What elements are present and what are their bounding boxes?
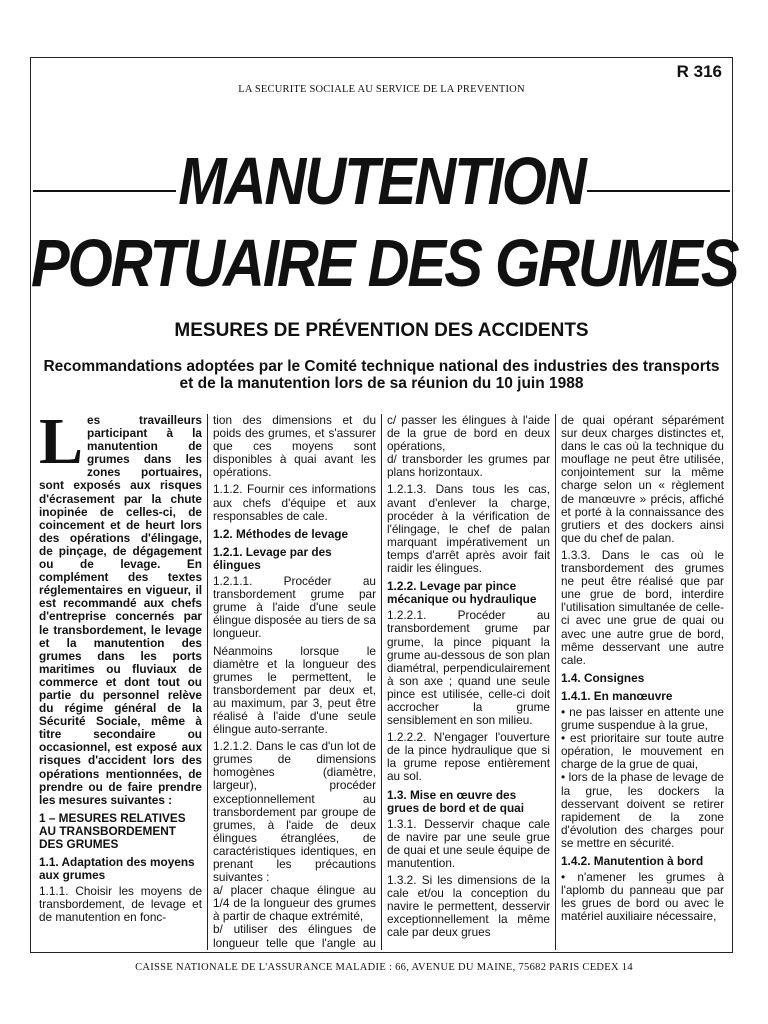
item-d: d/ transborder les grumes par plans horizontaux. [387, 452, 550, 480]
column-1 [34, 414, 207, 950]
recommendation: Recommandations adoptées par le Comité technique national des industries des transports et de la manutention lors de sa réunion du 10 juin 1988 [43, 358, 720, 392]
paragraph-continued-2: de quai opérant séparément sur deux charges distinctes et, dans le cas où la technique du mouflage ne peut être utilisée, conjointement sur la même charge selon un « règlement de manœuvre » précis, affiché et porté à la connaissance des grutiers et des dockers ainsi que du chef de palan. [561, 414, 724, 545]
document-frame [30, 57, 738, 953]
bullet-1: • ne pas laisser en attente une grume suspendue à la grue, [561, 704, 724, 733]
bullet-2: • est prioritaire sur toute autre opération, le mouvement en charge de la grue de quai, [561, 731, 724, 772]
paragraph-continued: tion des dimensions et du poids des grumes, et s'assurer que ces moyens sont disponibles à quai avant les opérations. [213, 414, 376, 480]
column-4 [555, 414, 729, 950]
paragraph-1-2-1-1: 1.2.1.1. Procéder au transbordement grume par grume à l'aide d'une seule élingue disposée au tiers de sa longueur. [213, 574, 376, 641]
paragraph-1-3-1: 1.3.1. Desservir chaque cale de navire par une seule grue de quai et une seule équipe de manutention. [387, 816, 550, 870]
section-1-2-1-heading: 1.2.1. Levage par des élingues [213, 544, 332, 572]
drop-cap: L [39, 414, 84, 478]
paragraph-1-1-2: 1.1.2. Fournir ces informations aux chefs d'équipe et aux responsables de cale. [213, 482, 376, 523]
column-2 [207, 414, 381, 950]
paragraph-1-1-1: 1.1.1. Choisir les moyens de transbordement, de levage et de manutention en fonc- [39, 884, 202, 925]
item-b: b/ utiliser des élingues de longueur telle que l'angle au [213, 922, 376, 950]
footer-address: CAISSE NATIONALE DE L'ASSURANCE MALADIE : 66, AVENUE DU MAINE, 75682 PARIS CEDEX 14 [135, 962, 633, 973]
section-1-4-2-heading: 1.4.2. Manutention à bord [561, 854, 704, 868]
section-1-2-2-heading: 1.2.2. Levage par pince mécanique ou hydraulique [387, 579, 537, 607]
paragraph-1-3-2: 1.3.2. Si les dimensions de la cale et/ou la conception du navire le permettent, desservir exceptionnellement la même cale par deux grues [387, 873, 550, 940]
column-3 [381, 414, 555, 950]
bullet-3: • lors de la phase de levage de la grue, les dockers la desservant doivent se retirer rapidement de la zone d'évolution des charges pour se mettre en sécurité. [561, 770, 724, 850]
kicker: LA SECURITE SOCIALE AU SERVICE DE LA PREVENTION [238, 84, 525, 95]
section-1-4-heading: 1.4. Consignes [561, 670, 645, 685]
item-c: c/ passer les élingues à l'aide de la grue de bord en deux opérations, [387, 414, 550, 454]
section-1-3-heading: 1.3. Mise en œuvre des grues de bord et de quai [387, 787, 524, 815]
paragraph-1-2-1-3: 1.2.1.3. Dans tous les cas, avant d'enlever la charge, procéder à la vérification de l'élingage, le chef de palan marquant impérativement un temps d'arrêt après avoir fait raidir les élingues. [387, 482, 550, 576]
bullet-4: • n'amener les grumes à l'aplomb du panneau que par les grues de bord ou avec le matériel auxiliaire nécessaire, [561, 870, 724, 924]
body-columns [34, 414, 729, 950]
document-reference: R 316 [676, 62, 722, 81]
paragraph-neanmoins: Néanmoins lorsque le diamètre et la longueur des grumes le permettent, le transbordement par deux et, au maximum, par 3, peut être réalisé à l'aide d'une seule élingue auto-serrante. [213, 643, 376, 737]
item-a: a/ placer chaque élingue au 1/4 de la longueur des grumes à partir de chaque extrémité, [213, 883, 376, 924]
lead-paragraph: es travailleurs participant à la manutention de grumes dans les zones portuaires, sont exposés aux risques d'écrasement par la chute inopinée de celles-ci, de coincement et de heurt lors des opérations d'élingage, de pinçage, de dégagement ou de levage. En complément des textes réglementaires en vigueur, il est recommandé aux chefs d'entreprise concernés par le transbordement, le levage et la manutention des grumes dans les ports maritimes ou fluviaux de commerce et dont tout ou partie du personnel relève du régime général de la Sécurité Sociale, même à titre secondaire ou occasionnel, est exposé aux risques d'accident lors des opérations mentionnées, de prendre ou de faire prendre les mesures suivantes : [39, 414, 202, 807]
section-1-2-heading: 1.2. Méthodes de levage [213, 526, 349, 541]
title-line-2: PORTUAIRE DES GRUMES [31, 226, 738, 301]
paragraph-1-2-1-2: 1.2.1.2. Dans le cas d'un lot de grumes de dimensions homogènes (diamètre, largeur), procéder exceptionnellement au transbordement par groupe de grumes, à l'aide de deux élingues étranglées, de caractéristiques identiques, en prenant les précautions suivantes : [213, 739, 376, 885]
section-1-1-heading: 1.1. Adaptation des moyens aux grumes [39, 855, 195, 883]
paragraph-1-2-2-1: 1.2.2.1. Procéder au transbordement grume par grume, la pince piquant la grume au-dessous de son plan diamétral, perpendiculairement à son axe ; quand une seule pince est utilisée, celle-ci doit accrocher la grume sensiblement en son milieu. [387, 608, 550, 728]
title-line-1: MANUTENTION [178, 144, 585, 219]
paragraph-1-3-3: 1.3.3. Dans le cas où le transbordement des grumes ne peut être réalisé que par une grue de bord, interdire l'utilisation simultanée de celle-ci avec une grue de quai ou avec une autre grue de bord, même desservant une autre cale. [561, 547, 724, 667]
paragraph-1-2-2-2: 1.2.2.2. N'engager l'ouverture de la pince hydraulique que si la grume repose entièrement au sol. [387, 730, 550, 784]
section-1-heading: 1 – MESURES RELATIVES AU TRANSBORDEMENT DES GRUMES [39, 810, 186, 851]
section-1-4-1-heading: 1.4.1. En manœuvre [561, 688, 673, 703]
subtitle: MESURES DE PRÉVENTION DES ACCIDENTS [174, 320, 589, 341]
